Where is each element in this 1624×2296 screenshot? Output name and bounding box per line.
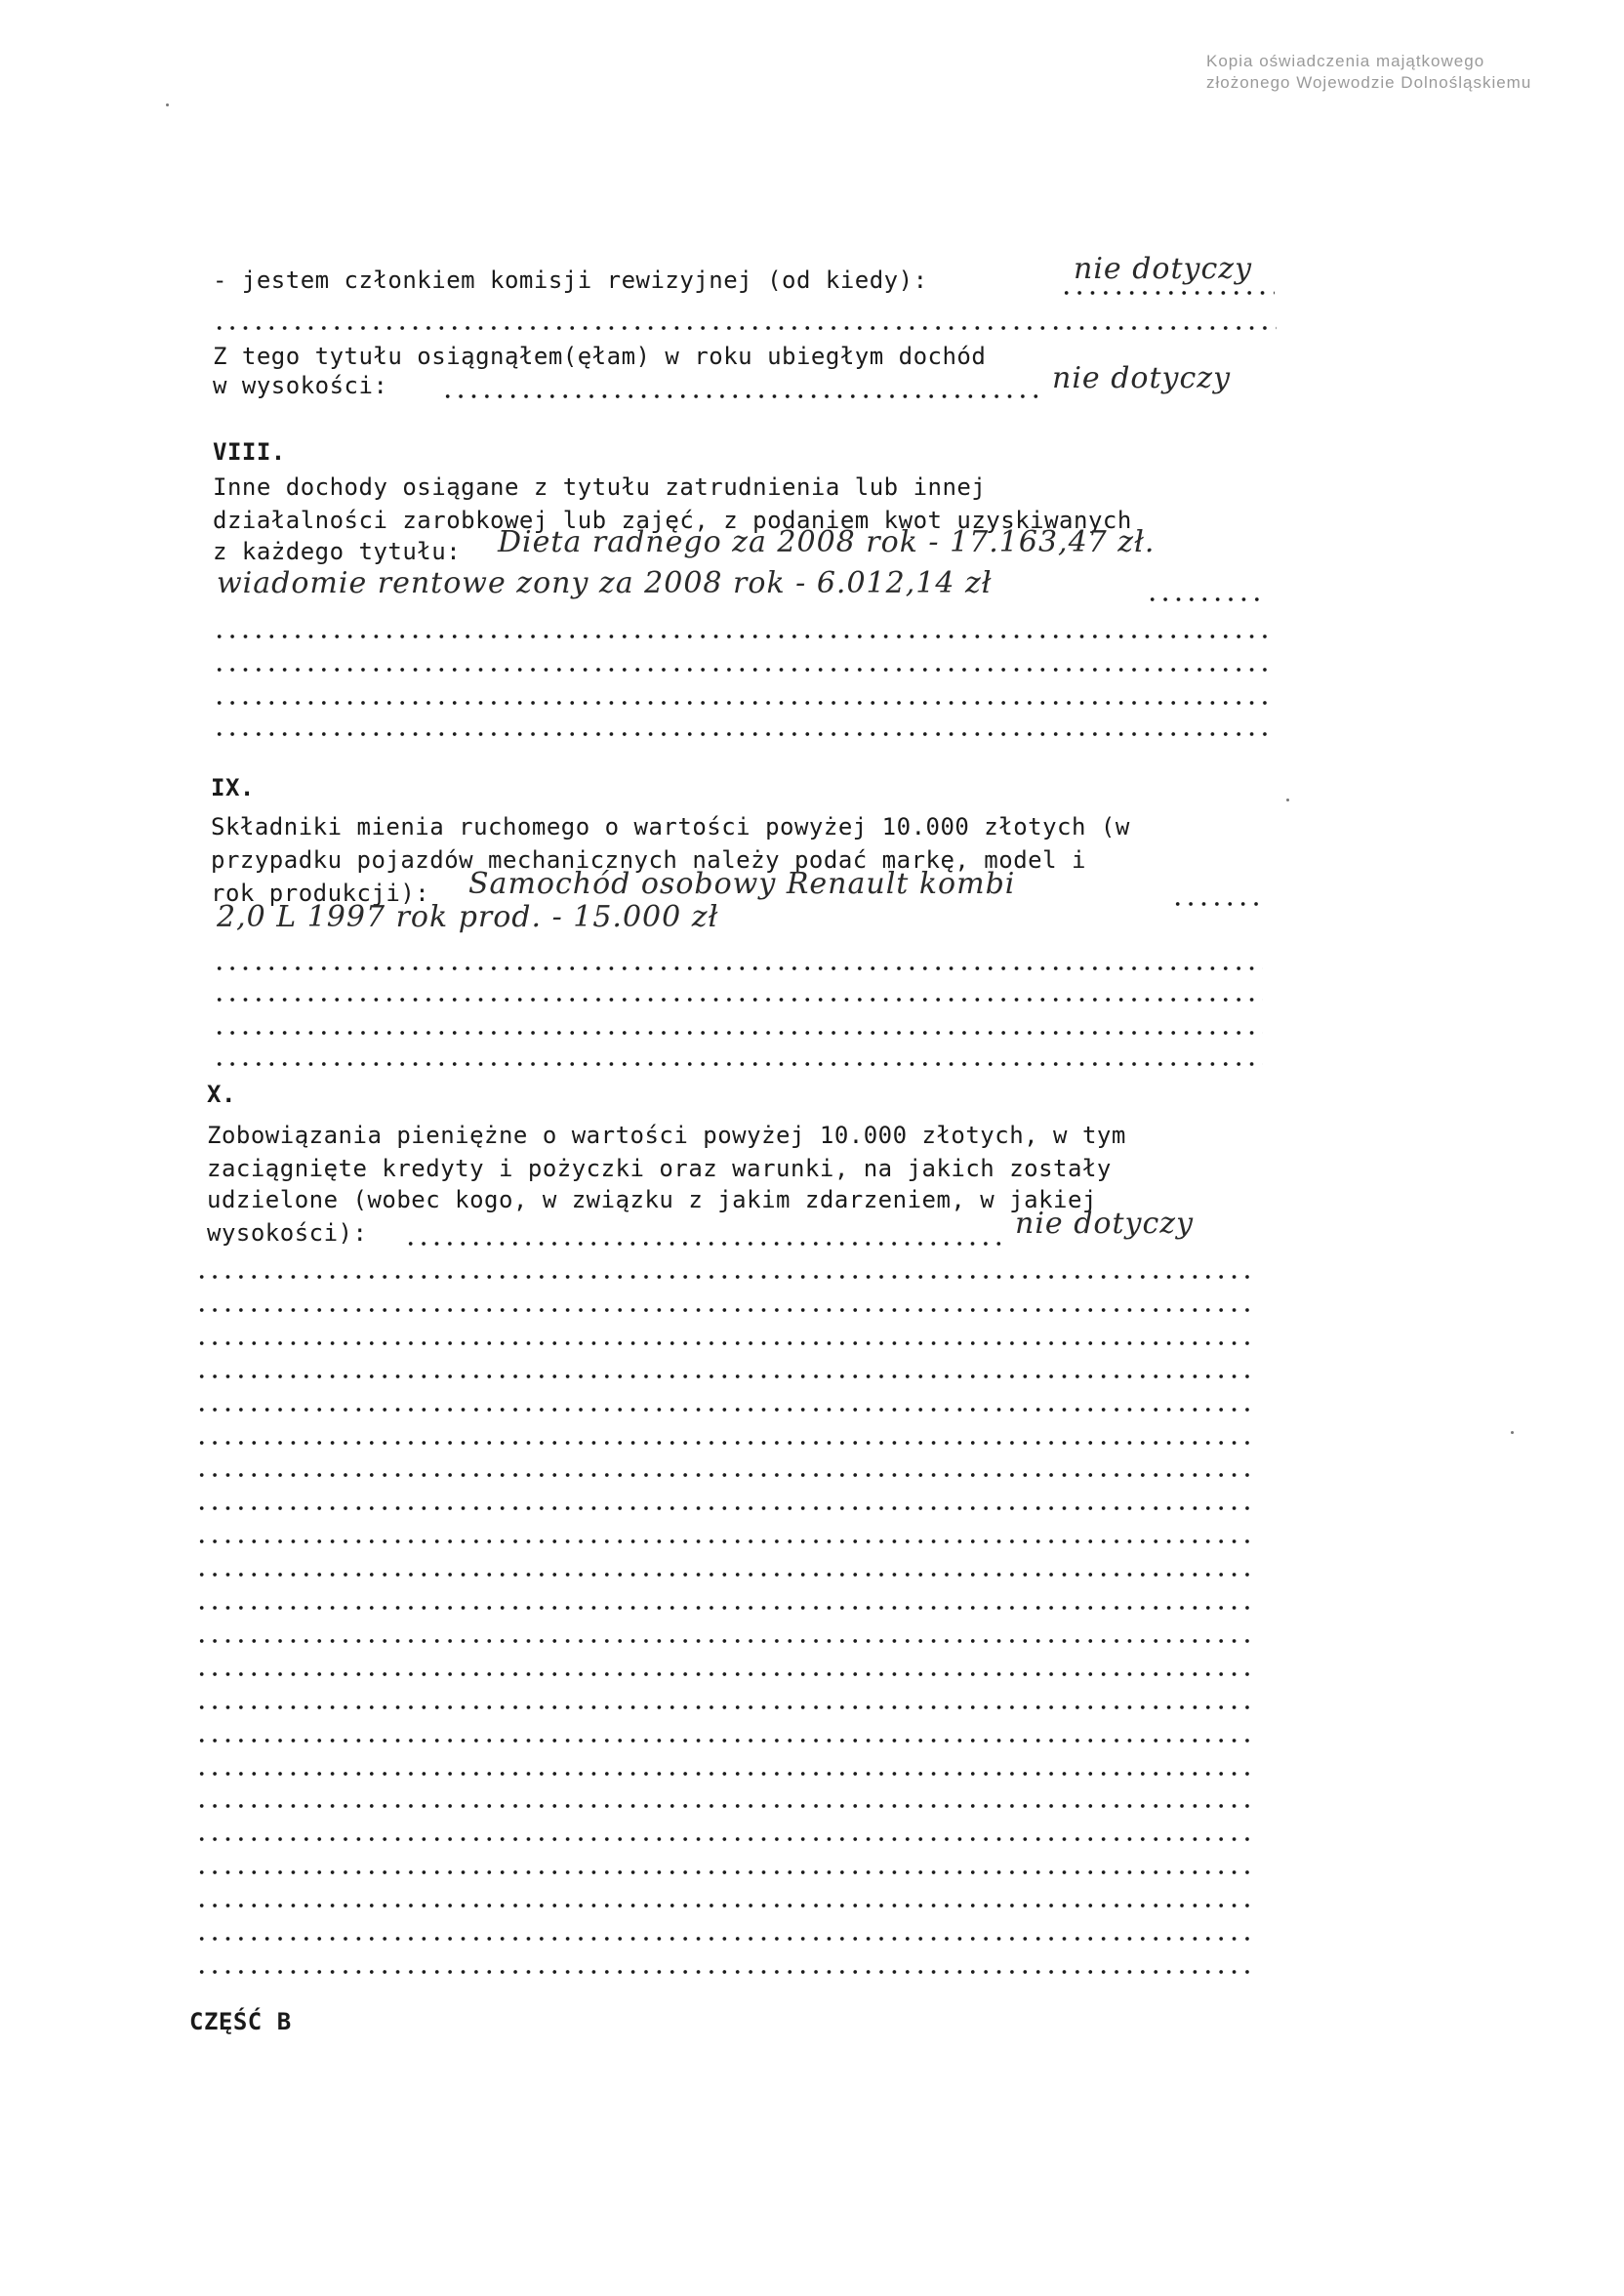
dotted-line bbox=[195, 1606, 1249, 1610]
dotted-fill bbox=[404, 1242, 1009, 1246]
dotted-line bbox=[195, 1739, 1249, 1742]
section-ix-text-3: rok produkcji): bbox=[211, 880, 430, 907]
dotted-line bbox=[213, 635, 1267, 638]
dotted-line bbox=[195, 1539, 1249, 1543]
dotted-line bbox=[213, 998, 1263, 1002]
copy-stamp bbox=[1206, 51, 1558, 94]
part-b-heading: CZĘŚĆ B bbox=[189, 2008, 292, 2035]
dotted-line bbox=[195, 1672, 1249, 1676]
dotted-line bbox=[195, 1837, 1249, 1841]
section-ix-text-1: Składniki mienia ruchomego o wartości powyżej 10.000 złotych (w bbox=[211, 813, 1130, 840]
section-x-text-3: udzielone (wobec kogo, w związku z jakim zdarzeniem, w jakiej bbox=[207, 1186, 1097, 1213]
income-answer: nie dotyczy bbox=[1052, 361, 1232, 395]
dotted-line bbox=[213, 732, 1267, 736]
section-x-answer: nie dotyczy bbox=[1015, 1207, 1195, 1241]
section-ix-text-2: przypadku pojazdów mechanicznych należy podać markę, model i bbox=[211, 846, 1086, 874]
scan-speck bbox=[1286, 799, 1289, 801]
scan-speck bbox=[166, 103, 169, 106]
dotted-line bbox=[195, 1804, 1249, 1808]
dotted-line bbox=[195, 1970, 1249, 1974]
section-viii-text-3: z każdego tytułu: bbox=[213, 538, 462, 565]
dotted-line bbox=[213, 668, 1267, 672]
dotted-line bbox=[195, 1473, 1249, 1477]
section-ix-heading: IX. bbox=[211, 774, 255, 801]
komisja-rewizyjna-answer: nie dotyczy bbox=[1074, 252, 1253, 286]
dotted-line bbox=[195, 1772, 1249, 1776]
dotted-line bbox=[195, 1308, 1249, 1312]
dotted-line bbox=[195, 1904, 1249, 1907]
section-viii-answer-1: Dieta radnego za 2008 rok - 17.163,47 zł. bbox=[498, 525, 1156, 559]
dotted-fill bbox=[1060, 291, 1275, 295]
dotted-line bbox=[213, 326, 1277, 330]
section-ix-answer-2: 2,0 L 1997 rok prod. - 15.000 zł bbox=[217, 900, 719, 934]
dotted-fill bbox=[1171, 902, 1263, 906]
section-x-heading: X. bbox=[207, 1081, 236, 1108]
dotted-line bbox=[195, 1408, 1249, 1412]
dotted-line bbox=[195, 1341, 1249, 1345]
komisja-rewizyjna-label: - jestem członkiem komisji rewizyjnej (od kiedy): bbox=[213, 266, 928, 294]
section-ix-answer-1: Samochód osobowy Renault kombi bbox=[468, 867, 1016, 901]
dotted-line bbox=[195, 1374, 1249, 1378]
dotted-line bbox=[213, 1031, 1263, 1035]
section-x-text-1: Zobowiązania pieniężne o wartości powyżej 10.000 złotych, w tym bbox=[207, 1122, 1126, 1149]
dotted-fill bbox=[1146, 597, 1263, 601]
stamp-line-1: Kopia oświadczenia majątkowego bbox=[1206, 52, 1485, 70]
dotted-line bbox=[213, 966, 1263, 970]
dotted-line bbox=[195, 1506, 1249, 1510]
dotted-line bbox=[213, 701, 1267, 705]
section-x-text-4: wysokości): bbox=[207, 1219, 368, 1247]
section-viii-answer-2: wiadomie rentowe zony za 2008 rok - 6.012,14 zł bbox=[217, 566, 993, 600]
stamp-line-2: złożonego Wojewodzie Dolnośląskiemu bbox=[1206, 73, 1532, 92]
dotted-line bbox=[195, 1937, 1249, 1941]
dotted-line bbox=[195, 1705, 1249, 1709]
section-x-text-2: zaciągnięte kredyty i pożyczki oraz warunki, na jakich zostały bbox=[207, 1155, 1112, 1182]
dotted-line bbox=[213, 1062, 1263, 1066]
income-label-line-2: w wysokości: bbox=[213, 372, 388, 399]
section-viii-heading: VIII. bbox=[213, 438, 286, 466]
dotted-line bbox=[195, 1870, 1249, 1874]
scan-speck bbox=[1511, 1431, 1514, 1434]
dotted-line bbox=[195, 1639, 1249, 1643]
dotted-line bbox=[195, 1573, 1249, 1577]
dotted-line bbox=[195, 1441, 1249, 1445]
income-label-line-1: Z tego tytułu osiągnąłem(ęłam) w roku ubiegłym dochód bbox=[213, 343, 987, 370]
section-viii-text-2: działalności zarobkowej lub zajęć, z podaniem kwot uzyskiwanych bbox=[213, 507, 1132, 534]
section-viii-text-1: Inne dochody osiągane z tytułu zatrudnienia lub innej bbox=[213, 473, 987, 501]
dotted-line bbox=[195, 1275, 1249, 1279]
dotted-fill bbox=[441, 394, 1046, 398]
